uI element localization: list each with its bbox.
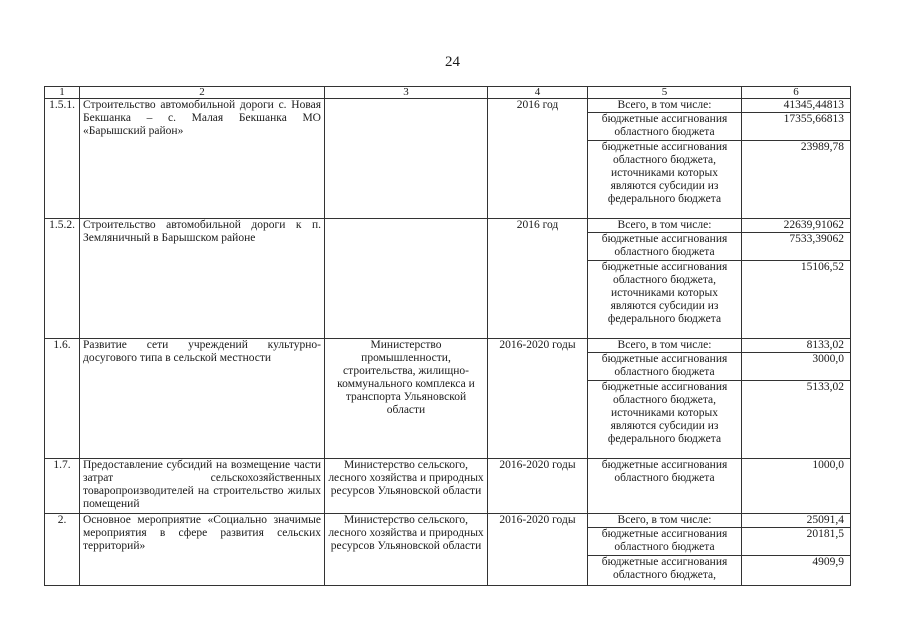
funding-amount: 7533,39062 (742, 233, 851, 261)
item-name: Основное мероприятие «Социально значимые мероприятия в сфере развития сельских территорий» (80, 514, 325, 586)
item-number: 1.5.2. (45, 219, 80, 339)
implementation-period: 2016-2020 годы (488, 339, 588, 459)
funding-source: бюджетные ассигнования областного бюджета (588, 233, 742, 261)
funding-amount: 1000,0 (742, 459, 851, 514)
funding-amount: 5133,02 (742, 381, 851, 459)
header-cell: 6 (742, 87, 851, 99)
responsible-executor: Министерство сельского, лесного хозяйства и природных ресурсов Ульяновской области (325, 514, 488, 586)
item-name: Строительство автомобильной дороги с. Новая Бекшанка – с. Малая Бекшанка МО «Барышский район» (80, 99, 325, 219)
implementation-period: 2016 год (488, 99, 588, 219)
table-row (45, 339, 851, 353)
header-row (45, 87, 851, 99)
header-cell: 2 (80, 87, 325, 99)
table-row (45, 514, 851, 528)
funding-amount: 17355,66813 (742, 113, 851, 141)
item-number: 1.7. (45, 459, 80, 514)
header-cell: 5 (588, 87, 742, 99)
funding-amount: 25091,4 (742, 514, 851, 528)
table-row (45, 219, 851, 233)
item-name: Развитие сети учреждений культурно-досугового типа в сельской местности (80, 339, 325, 459)
funding-amount: 4909,9 (742, 556, 851, 586)
funding-source: бюджетные ассигнования областного бюджета (588, 353, 742, 381)
funding-source: бюджетные ассигнования областного бюджета, источниками которых являются субсидии из федерального бюджета (588, 261, 742, 339)
responsible-executor: Министерство промышленности, строительства, жилищно-коммунального комплекса и транспорта Ульяновской области (325, 339, 488, 459)
funding-source: Всего, в том числе: (588, 514, 742, 528)
header-cell: 1 (45, 87, 80, 99)
funding-source: бюджетные ассигнования областного бюджета, (588, 556, 742, 586)
item-name: Предоставление субсидий на возмещение части затрат сельскохозяйственных товаропроизводителей на строительство жилых помещений (80, 459, 325, 514)
funding-amount: 20181,5 (742, 528, 851, 556)
table-row (45, 459, 851, 514)
item-number: 1.5.1. (45, 99, 80, 219)
header-cell: 4 (488, 87, 588, 99)
responsible-executor (325, 99, 488, 219)
funding-source: Всего, в том числе: (588, 339, 742, 353)
page-number: 24 (445, 54, 460, 70)
implementation-period: 2016 год (488, 219, 588, 339)
responsible-executor (325, 219, 488, 339)
table-row (45, 99, 851, 113)
funding-source: Всего, в том числе: (588, 219, 742, 233)
funding-amount: 23989,78 (742, 141, 851, 219)
funding-source: Всего, в том числе: (588, 99, 742, 113)
budget-table (44, 86, 851, 586)
funding-amount: 3000,0 (742, 353, 851, 381)
item-number: 1.6. (45, 339, 80, 459)
item-name: Строительство автомобильной дороги к п. Земляничный в Барышском районе (80, 219, 325, 339)
implementation-period: 2016-2020 годы (488, 459, 588, 514)
implementation-period: 2016-2020 годы (488, 514, 588, 586)
funding-amount: 8133,02 (742, 339, 851, 353)
funding-source: бюджетные ассигнования областного бюджета (588, 459, 742, 514)
funding-source: бюджетные ассигнования областного бюджета, источниками которых являются субсидии из федерального бюджета (588, 381, 742, 459)
funding-source: бюджетные ассигнования областного бюджета, источниками которых являются субсидии из федерального бюджета (588, 141, 742, 219)
funding-source: бюджетные ассигнования областного бюджета (588, 528, 742, 556)
funding-amount: 15106,52 (742, 261, 851, 339)
funding-source: бюджетные ассигнования областного бюджета (588, 113, 742, 141)
funding-amount: 22639,91062 (742, 219, 851, 233)
responsible-executor: Министерство сельского, лесного хозяйства и природных ресурсов Ульяновской области (325, 459, 488, 514)
header-cell: 3 (325, 87, 488, 99)
funding-amount: 41345,44813 (742, 99, 851, 113)
item-number: 2. (45, 514, 80, 586)
